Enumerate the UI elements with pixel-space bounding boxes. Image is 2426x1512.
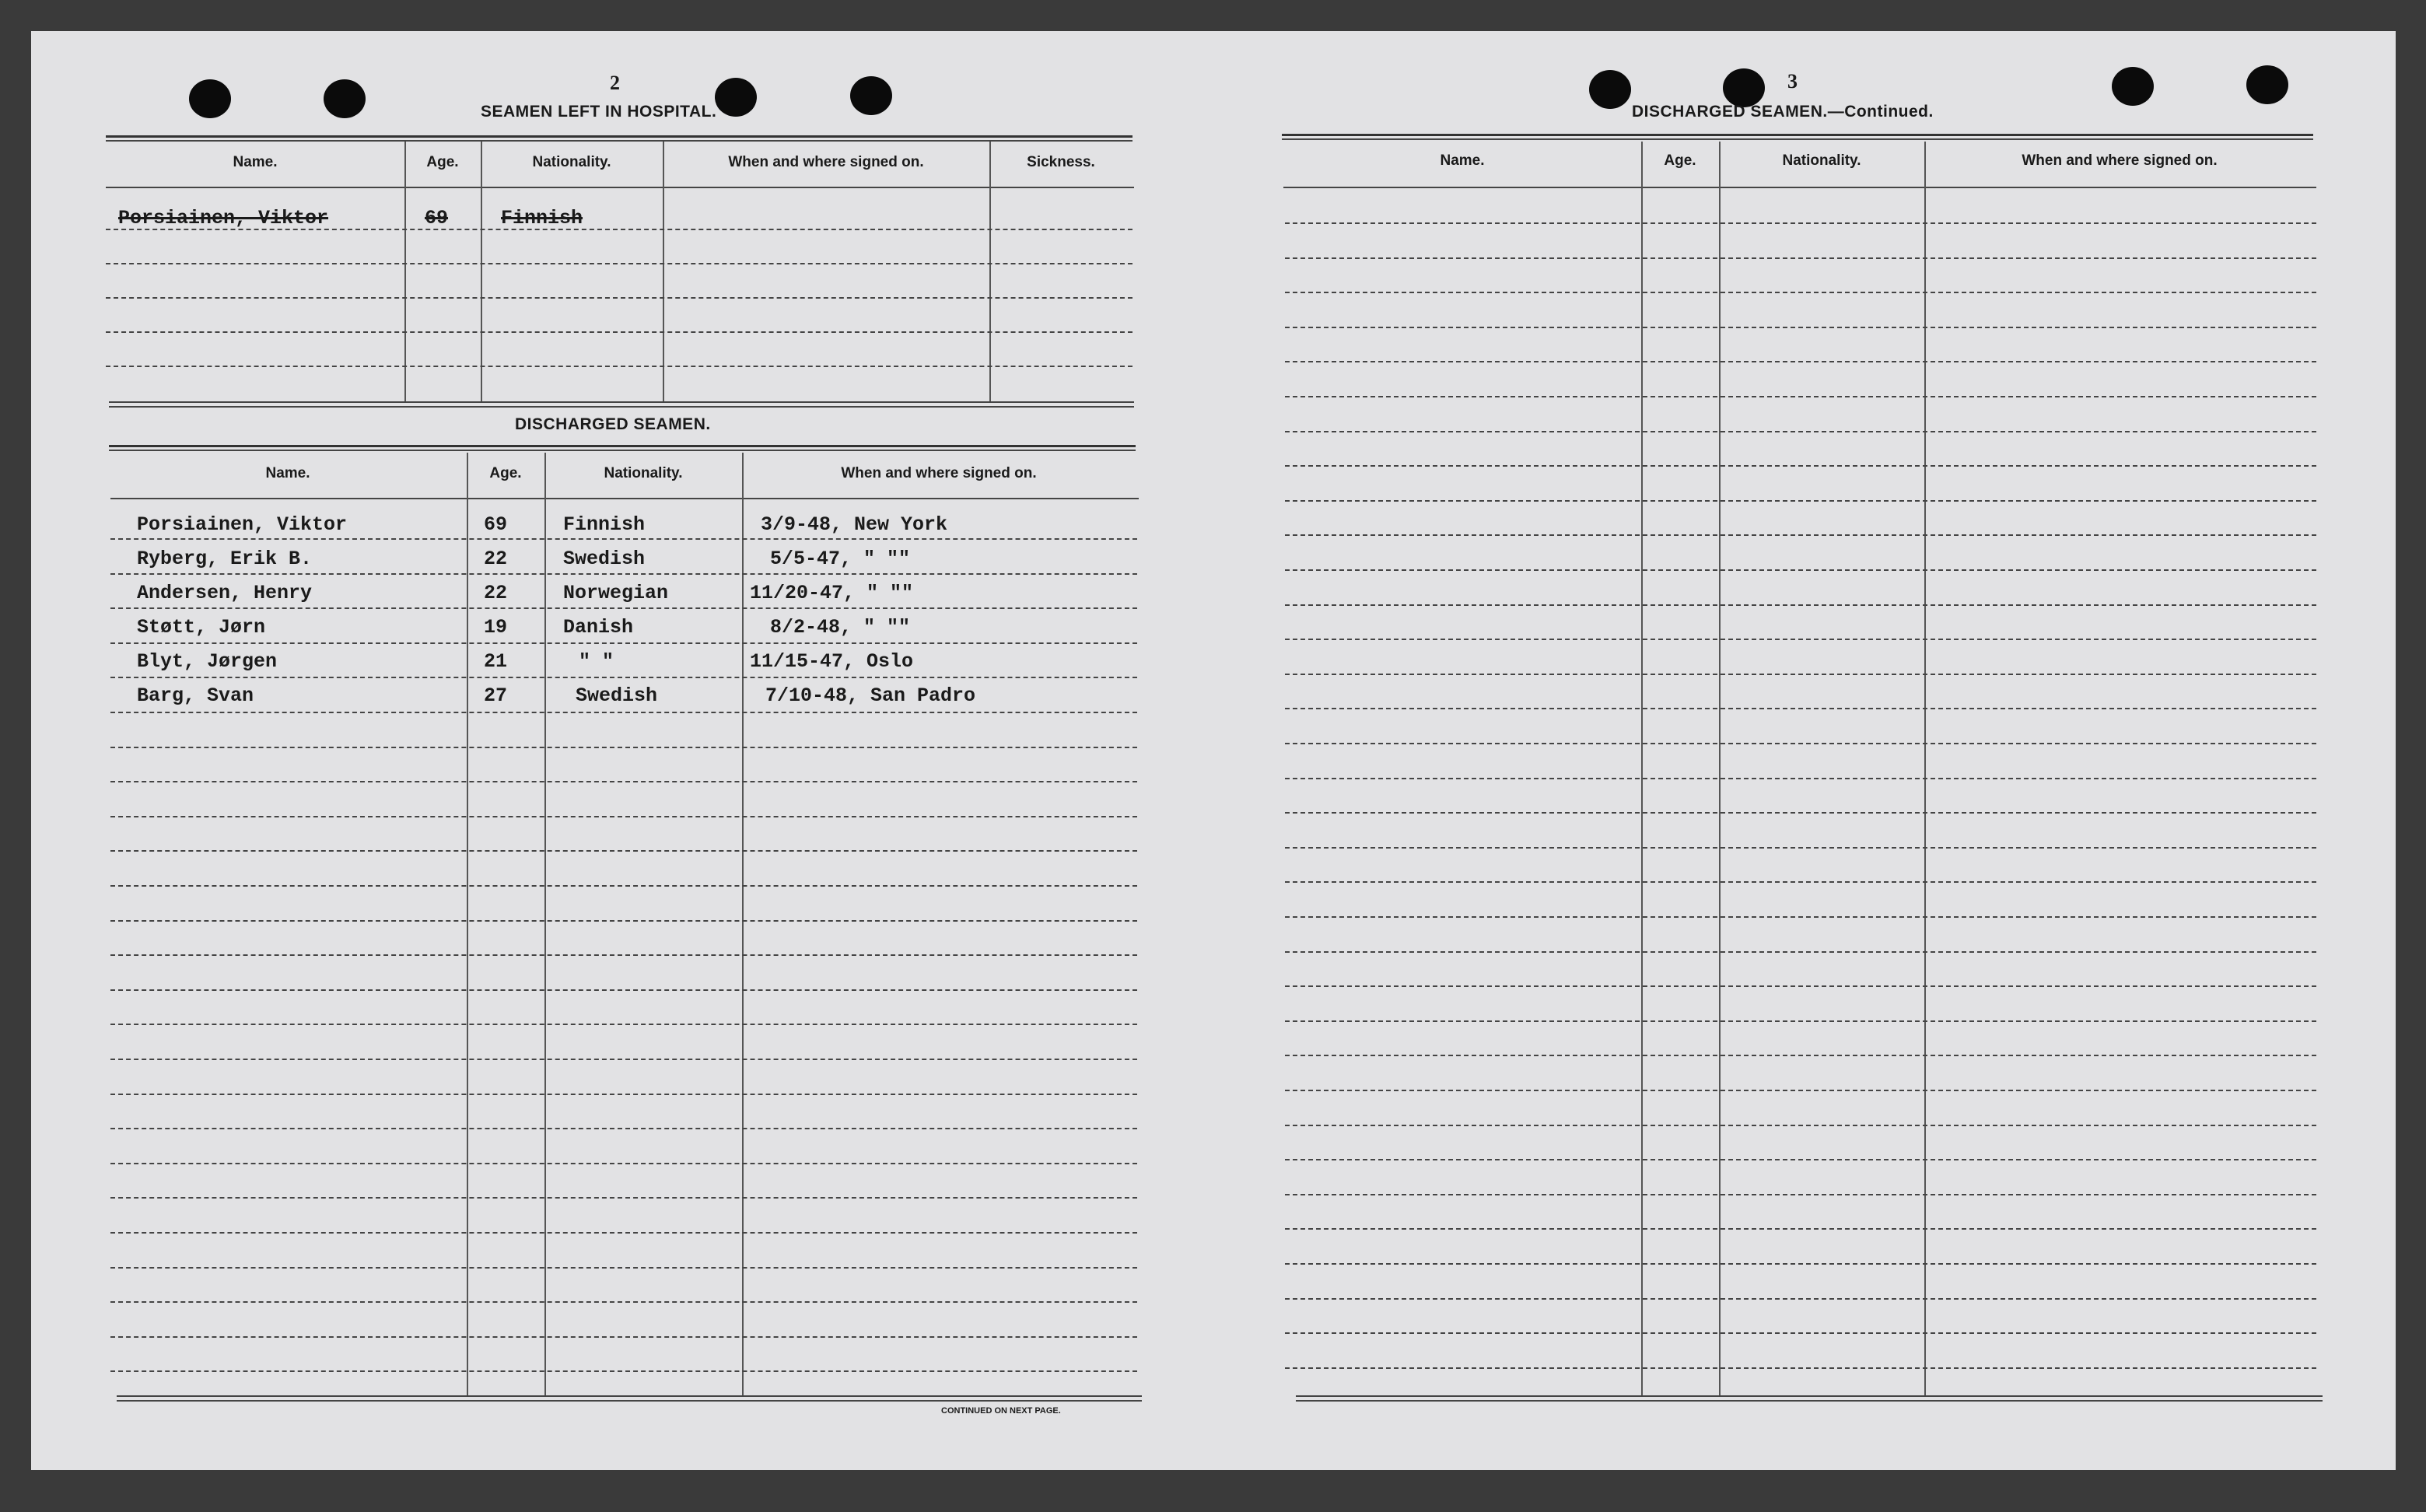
rule xyxy=(106,140,1132,142)
right-page-title: DISCHARGED SEAMEN.—Continued. xyxy=(1632,103,1934,121)
row-line xyxy=(1285,1228,2316,1230)
row-line xyxy=(110,850,1137,852)
punch-hole xyxy=(850,76,892,115)
discharged-row-signed-on: 11/15-47, Oslo xyxy=(750,650,914,673)
row-line xyxy=(1285,500,2316,502)
row-line xyxy=(1285,881,2316,883)
row-line xyxy=(1285,743,2316,744)
column-divider xyxy=(1719,142,1721,1395)
rule xyxy=(1282,134,2313,136)
discharged-row-name: Barg, Svan xyxy=(137,684,254,707)
column-divider xyxy=(467,453,468,1395)
row-line xyxy=(1285,431,2316,432)
discharged-row-signed-on: 8/2-48, " "" xyxy=(770,616,911,639)
discharged-row-name: Ryberg, Erik B. xyxy=(137,548,313,570)
discharged-row-name: Porsiainen, Viktor xyxy=(137,513,348,536)
row-line xyxy=(110,538,1137,540)
column-header-sickness: Sickness. xyxy=(1027,154,1095,170)
discharged-row-nationality: Finnish xyxy=(563,513,646,536)
row-line xyxy=(110,1301,1137,1303)
row-line xyxy=(1285,1159,2316,1160)
continued-footer: CONTINUED ON NEXT PAGE. xyxy=(941,1406,1061,1416)
rule xyxy=(109,406,1134,408)
discharged-row-age: 19 xyxy=(484,616,508,639)
row-line xyxy=(110,1024,1137,1025)
row-line xyxy=(110,920,1137,922)
hospital-section-title: SEAMEN LEFT IN HOSPITAL. xyxy=(481,103,717,121)
row-line xyxy=(1285,257,2316,259)
row-line xyxy=(110,816,1137,817)
row-line xyxy=(1285,1194,2316,1195)
punch-hole xyxy=(189,79,231,118)
discharged-row-nationality: Danish xyxy=(563,616,634,639)
rule xyxy=(1296,1400,2323,1402)
row-line xyxy=(1285,569,2316,571)
row-line xyxy=(110,1163,1137,1164)
row-line xyxy=(110,747,1137,748)
column-header-age: Age. xyxy=(489,465,522,481)
column-divider xyxy=(544,453,546,1395)
page-number: 3 xyxy=(1787,70,1798,93)
rule xyxy=(109,445,1136,447)
rule xyxy=(106,187,1134,188)
discharged-row-signed-on: 3/9-48, New York xyxy=(761,513,948,536)
row-line xyxy=(110,677,1137,678)
punch-hole xyxy=(1589,70,1631,109)
row-line xyxy=(110,607,1137,609)
page-number: 2 xyxy=(610,72,620,94)
discharged-section-title: DISCHARGED SEAMEN. xyxy=(515,415,711,433)
row-line xyxy=(1285,465,2316,467)
discharged-row-signed-on: 5/5-47, " "" xyxy=(770,548,911,570)
hospital-row-name: Porsiainen, Viktor xyxy=(118,207,329,229)
discharged-row-nationality: Norwegian xyxy=(563,582,669,604)
discharged-row-age: 22 xyxy=(484,548,508,570)
row-line xyxy=(110,1336,1137,1338)
row-line xyxy=(1285,951,2316,953)
row-line xyxy=(106,263,1132,264)
discharged-row-age: 21 xyxy=(484,650,508,673)
row-line xyxy=(1285,812,2316,814)
discharged-row-nationality: " " xyxy=(579,650,614,673)
column-header-nationality: Nationality. xyxy=(532,154,611,170)
row-line xyxy=(1285,327,2316,328)
column-header-signed-on: When and where signed on. xyxy=(728,154,924,170)
discharged-row-age: 22 xyxy=(484,582,508,604)
row-line xyxy=(1285,639,2316,640)
row-line xyxy=(1285,1332,2316,1334)
row-line xyxy=(110,1128,1137,1129)
discharged-row-signed-on: 7/10-48, San Padro xyxy=(765,684,976,707)
column-divider xyxy=(1924,142,1926,1395)
column-header-name: Name. xyxy=(265,465,310,481)
column-header-signed-on: When and where signed on. xyxy=(2022,152,2218,169)
hospital-row-nationality: Finnish xyxy=(501,207,583,229)
column-header-age: Age. xyxy=(1664,152,1696,169)
rule xyxy=(1296,1395,2323,1397)
row-line xyxy=(110,712,1137,713)
punch-hole xyxy=(324,79,366,118)
row-line xyxy=(110,1094,1137,1095)
row-line xyxy=(110,954,1137,956)
row-line xyxy=(106,297,1132,299)
row-line xyxy=(1285,1367,2316,1369)
discharged-row-age: 69 xyxy=(484,513,508,536)
row-line xyxy=(1285,674,2316,675)
column-header-nationality: Nationality. xyxy=(1782,152,1861,169)
punch-hole xyxy=(715,78,757,117)
punch-hole xyxy=(2246,65,2288,104)
discharged-row-signed-on: 11/20-47, " "" xyxy=(750,582,914,604)
column-divider xyxy=(989,142,991,401)
row-line xyxy=(110,573,1137,575)
row-line xyxy=(110,1267,1137,1269)
discharged-row-age: 27 xyxy=(484,684,508,707)
ledger-sheet xyxy=(31,31,2396,1470)
row-line xyxy=(1285,604,2316,606)
column-header-age: Age. xyxy=(426,154,459,170)
discharged-row-nationality: Swedish xyxy=(563,548,646,570)
row-line xyxy=(110,1197,1137,1199)
row-line xyxy=(106,331,1132,333)
discharged-row-name: Andersen, Henry xyxy=(137,582,313,604)
column-divider xyxy=(1641,142,1643,1395)
row-line xyxy=(1285,1298,2316,1300)
rule xyxy=(106,135,1132,138)
row-line xyxy=(1285,1090,2316,1091)
punch-hole xyxy=(2112,67,2154,106)
column-divider xyxy=(404,142,406,401)
row-line xyxy=(106,366,1132,367)
column-divider xyxy=(742,453,744,1395)
punch-hole xyxy=(1723,68,1765,107)
column-header-name: Name. xyxy=(1440,152,1485,169)
row-line xyxy=(1285,1263,2316,1265)
rule xyxy=(117,1400,1142,1402)
row-line xyxy=(1285,1020,2316,1022)
rule xyxy=(1282,138,2313,140)
row-line xyxy=(1285,916,2316,918)
row-line xyxy=(1285,708,2316,709)
row-line xyxy=(110,781,1137,782)
row-line xyxy=(1285,778,2316,779)
column-header-name: Name. xyxy=(233,154,278,170)
row-line xyxy=(1285,1055,2316,1056)
row-line xyxy=(1285,534,2316,536)
rule xyxy=(110,498,1139,499)
row-line xyxy=(110,1370,1137,1372)
column-divider xyxy=(663,142,664,401)
rule xyxy=(109,401,1134,403)
rule xyxy=(1283,187,2316,188)
hospital-row-age: 69 xyxy=(425,207,449,229)
row-line xyxy=(110,1059,1137,1060)
row-line xyxy=(110,642,1137,644)
column-header-signed-on: When and where signed on. xyxy=(841,465,1037,481)
rule xyxy=(117,1395,1142,1397)
discharged-row-name: Blyt, Jørgen xyxy=(137,650,278,673)
row-line xyxy=(1285,361,2316,362)
row-line xyxy=(1285,396,2316,397)
row-line xyxy=(1285,222,2316,224)
row-line xyxy=(110,1232,1137,1234)
row-line xyxy=(110,989,1137,991)
row-line xyxy=(1285,847,2316,849)
column-header-nationality: Nationality. xyxy=(604,465,683,481)
discharged-row-name: Støtt, Jørn xyxy=(137,616,266,639)
row-line xyxy=(1285,985,2316,987)
row-line xyxy=(1285,292,2316,293)
row-line xyxy=(110,885,1137,887)
row-line xyxy=(1285,1125,2316,1126)
rule xyxy=(109,450,1136,451)
column-divider xyxy=(481,142,482,401)
discharged-row-nationality: Swedish xyxy=(576,684,658,707)
